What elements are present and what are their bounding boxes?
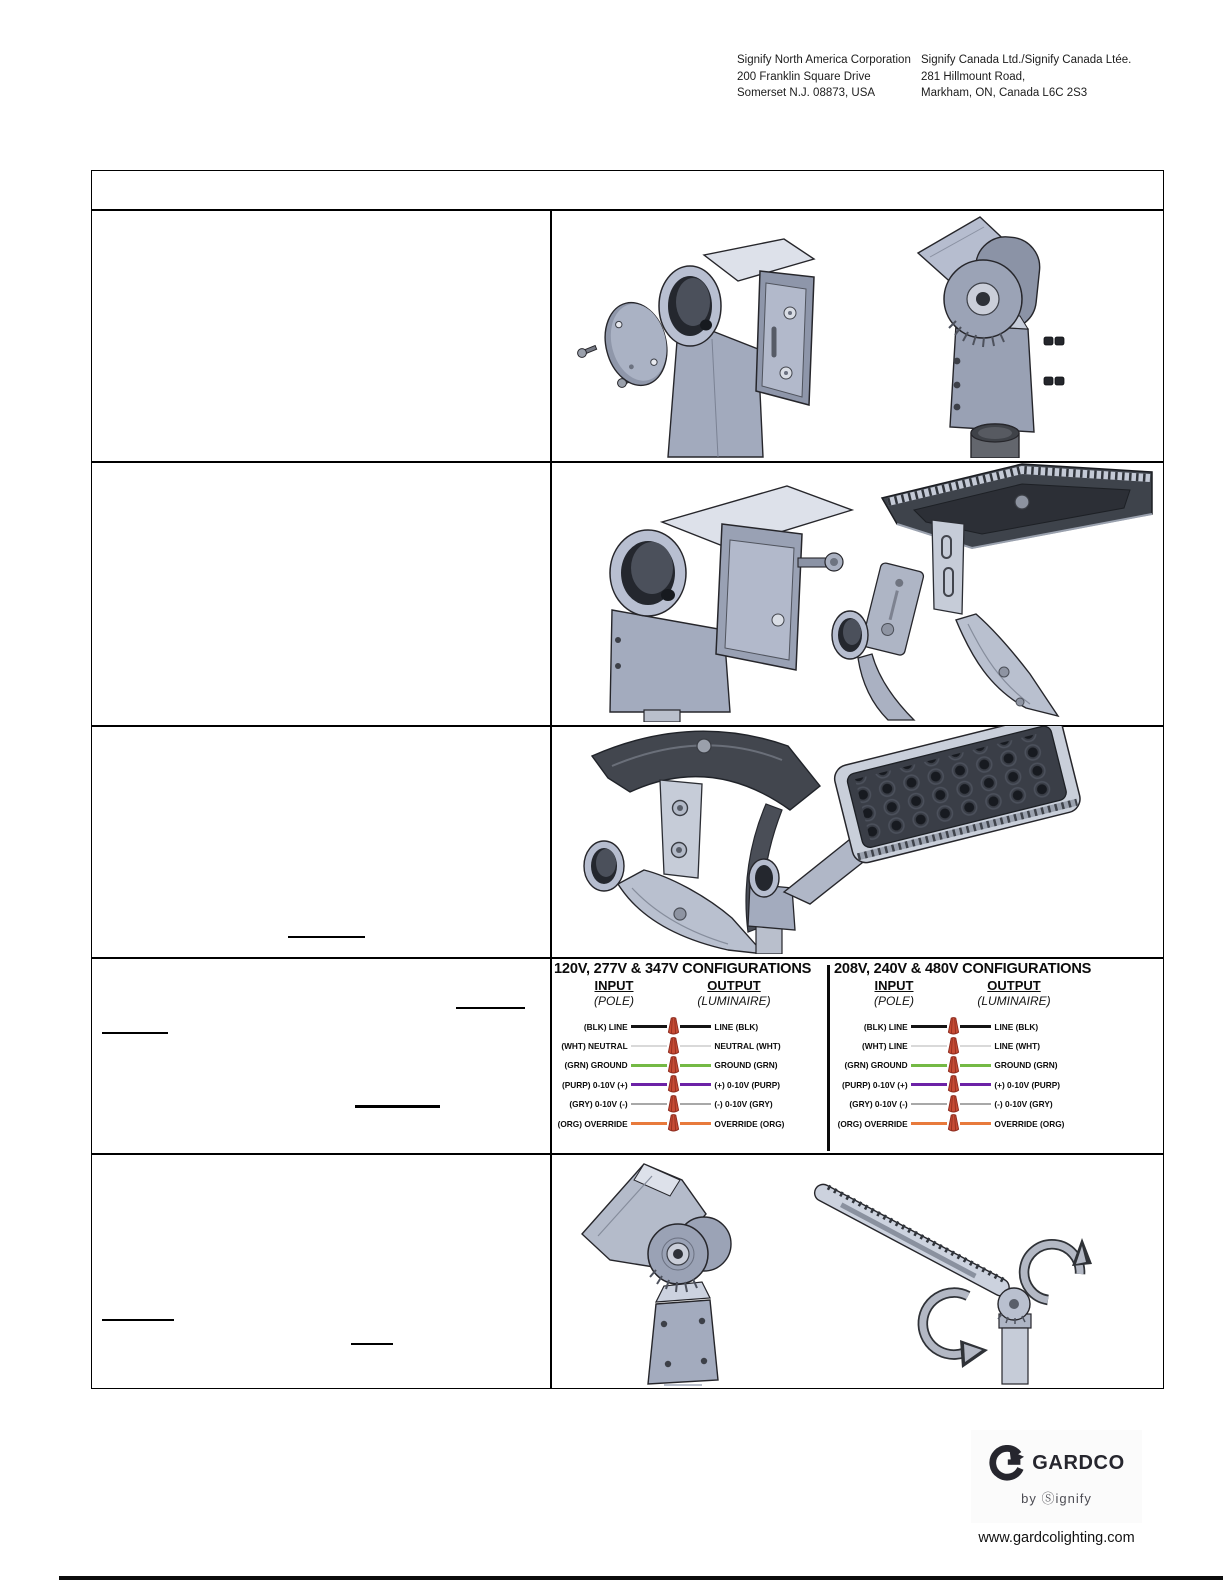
luminaire-underside-icon bbox=[882, 464, 1152, 548]
wire-input-line bbox=[631, 1122, 667, 1125]
wire-row bbox=[554, 1017, 794, 1036]
wire-rows bbox=[554, 1017, 794, 1133]
wire-input-label: (GRN) GROUND bbox=[844, 1060, 908, 1071]
address-us bbox=[737, 52, 917, 102]
curved-arm-icon bbox=[956, 614, 1058, 716]
underline-mark-5 bbox=[102, 1319, 174, 1321]
wire-nut bbox=[947, 1075, 960, 1094]
diagram-divider bbox=[827, 965, 830, 1151]
wire-input-label: (ORG) OVERRIDE bbox=[837, 1118, 908, 1129]
output-subheader: (LUMINAIRE) bbox=[697, 994, 771, 1008]
address-us-line3: Somerset N.J. 08873, USA bbox=[737, 87, 876, 99]
wire-output-line bbox=[960, 1064, 992, 1066]
wire-nut-icon bbox=[947, 1017, 960, 1036]
tilt-rotation-adjustment-icon bbox=[812, 1181, 1092, 1384]
wire-nut-icon bbox=[667, 1075, 680, 1094]
wire-output-label: (+) 0-10V (PURP) bbox=[994, 1079, 1061, 1090]
wiring-diagram-120v-277v-347v bbox=[554, 957, 812, 1133]
figure-step2-knuckle-bolt-and-housing bbox=[552, 462, 1162, 722]
output-header: OUTPUT bbox=[987, 978, 1041, 993]
wire-nut bbox=[667, 1114, 680, 1133]
wire-nut-icon bbox=[947, 1037, 960, 1056]
diagram-column-headers bbox=[834, 979, 1074, 993]
wire-output-label: LINE (WHT) bbox=[994, 1041, 1040, 1052]
website-url: www.gardcolighting.com bbox=[978, 1530, 1135, 1546]
underline-mark-1 bbox=[288, 936, 365, 938]
wire-row bbox=[834, 1075, 1074, 1094]
figure-step5-adjustment bbox=[552, 1154, 1162, 1386]
wire-output-label: GROUND (GRN) bbox=[714, 1060, 778, 1071]
wire-row bbox=[834, 1017, 1074, 1036]
wire-input-label: (ORG) OVERRIDE bbox=[557, 1118, 628, 1129]
wire-row bbox=[834, 1095, 1074, 1114]
rotation-arrow-right-icon bbox=[1024, 1238, 1092, 1300]
wire-output-line bbox=[960, 1083, 992, 1086]
underline-mark-6 bbox=[351, 1343, 393, 1345]
wire-nut bbox=[947, 1037, 960, 1056]
gardco-logo-icon bbox=[988, 1445, 1024, 1481]
wire-nut bbox=[667, 1056, 680, 1075]
wire-input-line bbox=[631, 1025, 667, 1028]
wire-input-label: (WHT) NEUTRAL bbox=[561, 1041, 628, 1052]
brand-name: GARDCO bbox=[1032, 1451, 1125, 1474]
wire-input-line bbox=[631, 1083, 667, 1086]
wire-nut bbox=[947, 1114, 960, 1133]
address-us-line2: 200 Franklin Square Drive bbox=[737, 70, 871, 83]
underline-mark-4 bbox=[355, 1105, 440, 1108]
wire-output-line bbox=[680, 1122, 712, 1125]
address-ca-line2: 281 Hillmount Road, bbox=[921, 70, 1026, 83]
wire-output-label: NEUTRAL (WHT) bbox=[714, 1041, 781, 1052]
wire-input-label: (PURP) 0-10V (+) bbox=[561, 1079, 628, 1090]
wire-output-line bbox=[680, 1045, 712, 1047]
wire-input-line bbox=[631, 1064, 667, 1066]
wire-nut bbox=[667, 1037, 680, 1056]
diagram-title: 120V, 277V & 347V CONFIGURATIONS bbox=[554, 961, 812, 977]
wire-output-line bbox=[960, 1103, 992, 1105]
address-us-line1: Signify North America Corporation bbox=[737, 54, 911, 66]
wire-output-label: (+) 0-10V (PURP) bbox=[714, 1079, 781, 1090]
underline-mark-3 bbox=[102, 1032, 168, 1034]
wire-row bbox=[834, 1036, 1074, 1055]
wire-nut bbox=[947, 1017, 960, 1036]
underline-mark-2 bbox=[456, 1007, 525, 1009]
wire-nut-icon bbox=[947, 1075, 960, 1094]
wire-output-label: LINE (BLK) bbox=[714, 1021, 759, 1032]
wiring-diagram-208v-240v-480v bbox=[834, 957, 1092, 1133]
address-canada bbox=[921, 52, 1151, 102]
pole-stub-icon bbox=[1002, 1328, 1028, 1384]
input-subheader: (POLE) bbox=[593, 994, 634, 1008]
slipfitter-knuckle-front-icon bbox=[659, 239, 814, 457]
wire-input-label: (PURP) 0-10V (+) bbox=[841, 1079, 908, 1090]
wire-input-line bbox=[911, 1122, 947, 1125]
figure-step3-arm-attachment-and-assembly bbox=[552, 726, 1162, 954]
wire-input-line bbox=[631, 1045, 667, 1047]
wire-input-line bbox=[911, 1025, 947, 1028]
wire-input-line bbox=[631, 1103, 667, 1105]
wire-output-line bbox=[960, 1025, 992, 1028]
wire-input-line bbox=[911, 1083, 947, 1086]
wire-input-label: (BLK) LINE bbox=[863, 1021, 908, 1032]
wire-nut-icon bbox=[667, 1056, 680, 1075]
wire-output-line bbox=[680, 1083, 712, 1086]
figure-step1-knuckle-plate-and-pole bbox=[552, 209, 1162, 458]
input-header: INPUT bbox=[594, 978, 634, 993]
wire-output-label: LINE (BLK) bbox=[994, 1021, 1039, 1032]
rotation-arrow-left-icon bbox=[923, 1293, 988, 1368]
wire-row bbox=[554, 1095, 794, 1114]
wire-nut-icon bbox=[947, 1114, 960, 1133]
diagram-title: 208V, 240V & 480V CONFIGURATIONS bbox=[834, 961, 1092, 977]
wire-nut-icon bbox=[947, 1056, 960, 1075]
wire-nut-icon bbox=[667, 1095, 680, 1114]
wire-row bbox=[834, 1114, 1074, 1133]
wire-output-label: (-) 0-10V (GRY) bbox=[994, 1099, 1053, 1110]
wire-nut-icon bbox=[947, 1095, 960, 1114]
footer-bar bbox=[59, 1576, 1223, 1580]
wire-nut bbox=[667, 1017, 680, 1036]
set-screws-icon bbox=[1044, 337, 1064, 385]
wire-input-line bbox=[911, 1045, 947, 1047]
address-ca-line3: Markham, ON, Canada L6C 2S3 bbox=[921, 87, 1088, 99]
wire-output-line bbox=[960, 1122, 992, 1125]
wire-rows bbox=[834, 1017, 1074, 1133]
address-ca-line1: Signify Canada Ltd./Signify Canada Ltée. bbox=[921, 54, 1132, 66]
wire-output-label: (-) 0-10V (GRY) bbox=[714, 1099, 773, 1110]
output-subheader: (LUMINAIRE) bbox=[977, 994, 1051, 1008]
wire-nut bbox=[947, 1095, 960, 1114]
wire-output-line bbox=[680, 1025, 712, 1028]
brand-byline: by Ⓢignify bbox=[1021, 1491, 1092, 1506]
wire-output-line bbox=[680, 1064, 712, 1066]
wire-input-line bbox=[911, 1103, 947, 1105]
wire-output-label: OVERRIDE (ORG) bbox=[994, 1118, 1065, 1129]
brand-logo-box bbox=[971, 1430, 1142, 1523]
wire-input-label: (GRY) 0-10V (-) bbox=[569, 1099, 628, 1110]
wire-output-label: OVERRIDE (ORG) bbox=[714, 1118, 785, 1129]
input-header: INPUT bbox=[874, 978, 914, 993]
wire-input-label: (GRN) GROUND bbox=[564, 1060, 628, 1071]
wire-row bbox=[554, 1056, 794, 1075]
wire-nut bbox=[667, 1095, 680, 1114]
wire-nut bbox=[947, 1056, 960, 1075]
knuckle-side-over-pole-icon bbox=[918, 217, 1064, 458]
hanging-bracket-icon bbox=[932, 520, 964, 614]
wire-nut bbox=[667, 1075, 680, 1094]
wire-output-label: GROUND (GRN) bbox=[994, 1060, 1058, 1071]
led-panel-icon bbox=[832, 726, 1083, 866]
wire-output-line bbox=[680, 1103, 712, 1105]
output-header: OUTPUT bbox=[707, 978, 761, 993]
diagram-column-headers bbox=[554, 979, 794, 993]
mounting-bolt-icon bbox=[798, 558, 828, 567]
input-subheader: (POLE) bbox=[873, 994, 914, 1008]
wire-input-label: (WHT) LINE bbox=[862, 1041, 908, 1052]
wire-nut-icon bbox=[667, 1037, 680, 1056]
diagram-column-subheaders bbox=[834, 994, 1074, 1008]
wire-row bbox=[554, 1114, 794, 1133]
detached-bracket-plate-icon bbox=[861, 562, 924, 656]
wire-nut-icon bbox=[667, 1114, 680, 1133]
wire-row bbox=[554, 1036, 794, 1055]
wire-input-label: (BLK) LINE bbox=[583, 1021, 628, 1032]
wire-input-label: (GRY) 0-10V (-) bbox=[849, 1099, 908, 1110]
wire-row bbox=[554, 1075, 794, 1094]
wire-input-line bbox=[911, 1064, 947, 1066]
diagram-column-subheaders bbox=[554, 994, 794, 1008]
wire-output-line bbox=[960, 1045, 992, 1047]
wiring-diagrams bbox=[552, 957, 1162, 1153]
wire-nut-icon bbox=[667, 1017, 680, 1036]
knuckle-hub-rear-icon bbox=[582, 1164, 731, 1386]
knuckle-on-pole-icon bbox=[610, 486, 852, 722]
wire-row bbox=[834, 1056, 1074, 1075]
